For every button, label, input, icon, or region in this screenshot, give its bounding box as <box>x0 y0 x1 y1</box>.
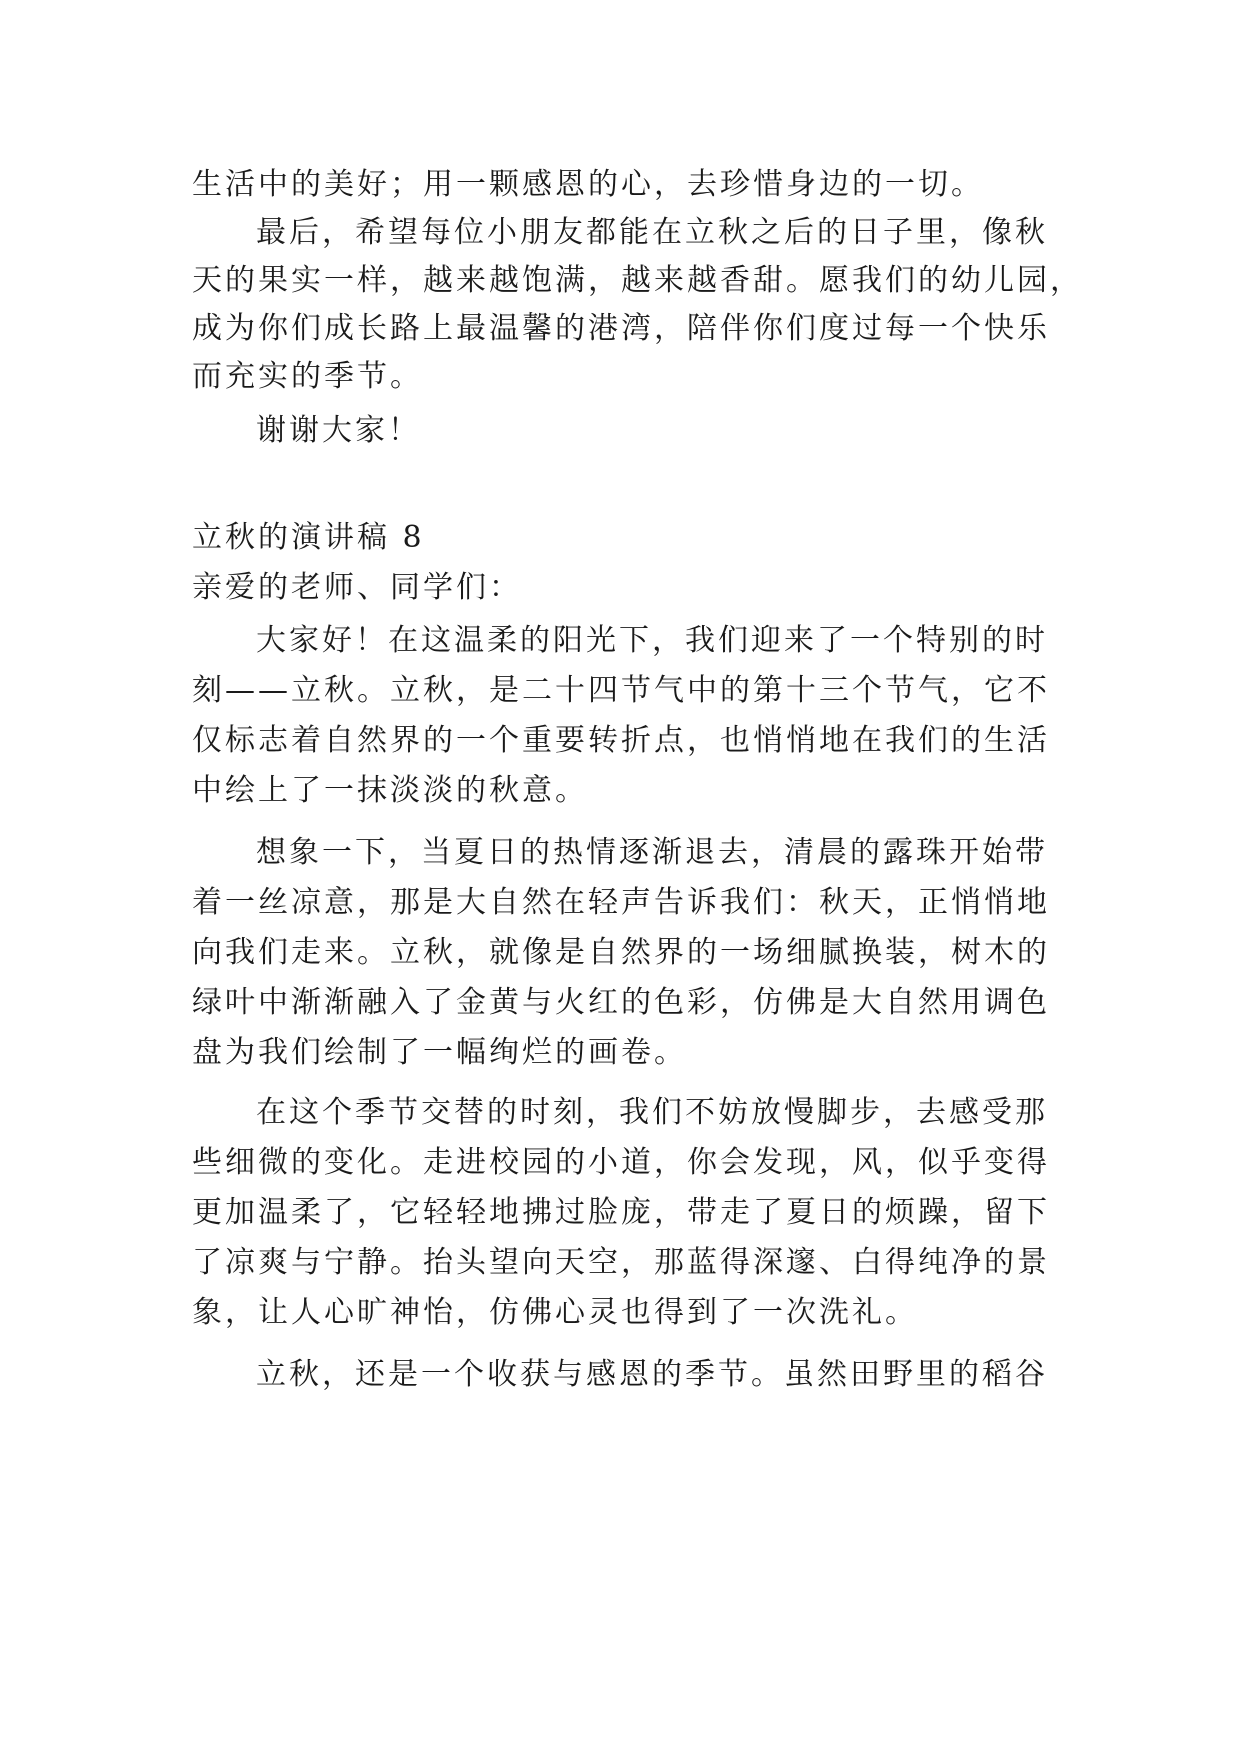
paragraph-line: 立秋，还是一个收获与感恩的季节。虽然田野里的稻谷 <box>256 1357 1048 1392</box>
paragraph-line: 象，让人心旷神怡，仿佛心灵也得到了一次洗礼。 <box>192 1295 918 1330</box>
paragraph-line: 了凉爽与宁静。抬头望向天空，那蓝得深邃、白得纯净的景 <box>192 1245 1050 1280</box>
paragraph-line: 成为你们成长路上最温馨的港湾，陪伴你们度过每一个快乐 <box>192 311 1050 346</box>
paragraph-line: 最后，希望每位小朋友都能在立秋之后的日子里，像秋 <box>256 215 1048 250</box>
paragraph-line: 而充实的季节。 <box>192 359 423 394</box>
paragraph-line: 更加温柔了，它轻轻地拂过脸庞，带走了夏日的烦躁，留下 <box>192 1195 1050 1230</box>
paragraph-line: 生活中的美好；用一颗感恩的心，去珍惜身边的一切。 <box>192 167 984 202</box>
paragraph-line: 刻——立秋。立秋，是二十四节气中的第十三个节气，它不 <box>192 673 1050 708</box>
closing-line: 谢谢大家！ <box>256 413 421 448</box>
paragraph-line: 盘为我们绘制了一幅绚烂的画卷。 <box>192 1035 687 1070</box>
salutation: 亲爱的老师、同学们： <box>192 570 522 605</box>
paragraph-line: 大家好！在这温柔的阳光下，我们迎来了一个特别的时 <box>256 623 1048 658</box>
paragraph-line: 向我们走来。立秋，就像是自然界的一场细腻换装，树木的 <box>192 935 1050 970</box>
paragraph-line: 中绘上了一抹淡淡的秋意。 <box>192 773 588 808</box>
paragraph-line: 些细微的变化。走进校园的小道，你会发现，风，似乎变得 <box>192 1145 1050 1180</box>
paragraph-line: 着一丝凉意，那是大自然在轻声告诉我们：秋天，正悄悄地 <box>192 885 1050 920</box>
paragraph-line: 在这个季节交替的时刻，我们不妨放慢脚步，去感受那 <box>256 1095 1048 1130</box>
paragraph-line: 绿叶中渐渐融入了金黄与火红的色彩，仿佛是大自然用调色 <box>192 985 1050 1020</box>
paragraph-line: 仅标志着自然界的一个重要转折点，也悄悄地在我们的生活 <box>192 723 1050 758</box>
paragraph-line: 想象一下，当夏日的热情逐渐退去，清晨的露珠开始带 <box>256 835 1048 870</box>
paragraph-line: 天的果实一样，越来越饱满，越来越香甜。愿我们的幼儿园， <box>192 263 1083 298</box>
section-title: 立秋的演讲稿 8 <box>192 520 425 555</box>
